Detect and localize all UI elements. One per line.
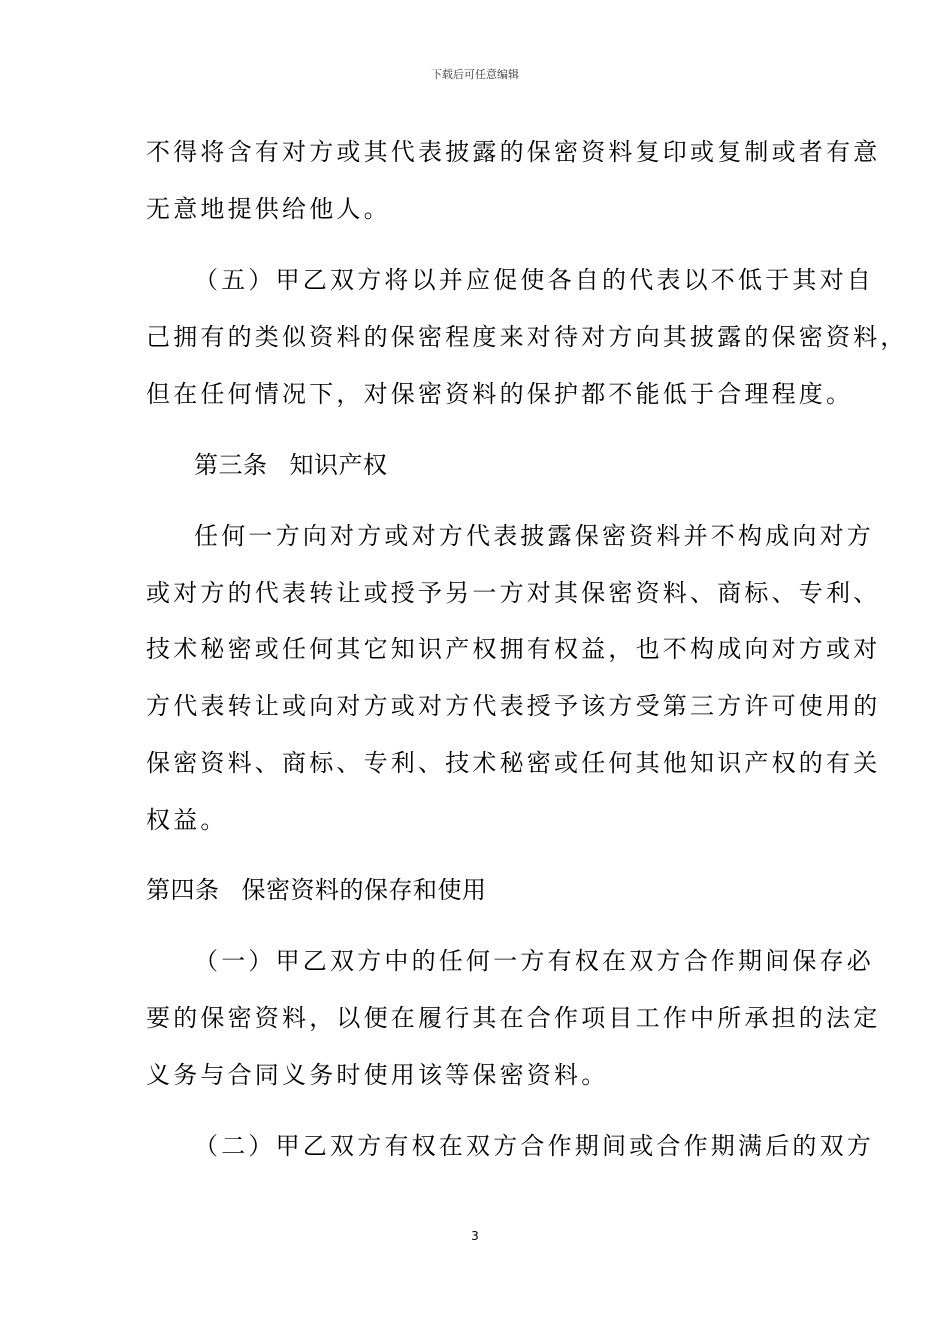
paragraph-line: 或对方的代表转让或授予另一方对其保密资料、商标、专利、	[146, 579, 881, 607]
paragraph-line: 权益。	[146, 806, 228, 834]
paragraph-line: 不得将含有对方或其代表披露的保密资料复印或复制或者有意	[146, 138, 881, 166]
page-number: 3	[471, 1229, 479, 1243]
paragraph-line: （五）甲乙双方将以并应促使各自的代表以不低于其对自	[194, 266, 874, 294]
paragraph-line: （二）甲乙双方有权在双方合作期间或合作期满后的双方	[194, 1132, 874, 1160]
paragraph-line: 要的保密资料，以便在履行其在合作项目工作中所承担的法定	[146, 1004, 881, 1032]
paragraph-line: 任何一方向对方或对方代表披露保密资料并不构成向对方	[194, 522, 874, 550]
paragraph-line: 己拥有的类似资料的保密程度来对待对方向其披露的保密资料，	[146, 323, 908, 351]
paragraph-line: 保密资料、商标、专利、技术秘密或任何其他知识产权的有关	[146, 749, 881, 777]
section-heading-4	[146, 876, 487, 904]
section-heading-3	[194, 451, 388, 479]
paragraph-line: 方代表转让或向对方或对方代表授予该方受第三方许可使用的	[146, 692, 881, 720]
section-title: 知识产权	[289, 451, 388, 479]
paragraph-line: 无意地提供给他人。	[146, 195, 391, 223]
paragraph-line: （一）甲乙双方中的任何一方有权在双方合作期间保存必	[194, 947, 874, 975]
paragraph-line: 技术秘密或任何其它知识产权拥有权益，也不构成向对方或对	[146, 635, 881, 663]
section-title: 保密资料的保存和使用	[241, 876, 487, 904]
paragraph-line: 义务与合同义务时使用该等保密资料。	[146, 1061, 609, 1089]
page-header: 下载后可任意编辑	[431, 68, 519, 81]
paragraph-line: 但在任何情况下，对保密资料的保护都不能低于合理程度。	[146, 380, 854, 408]
section-label: 第四条	[146, 876, 220, 904]
section-label: 第三条	[194, 451, 268, 479]
